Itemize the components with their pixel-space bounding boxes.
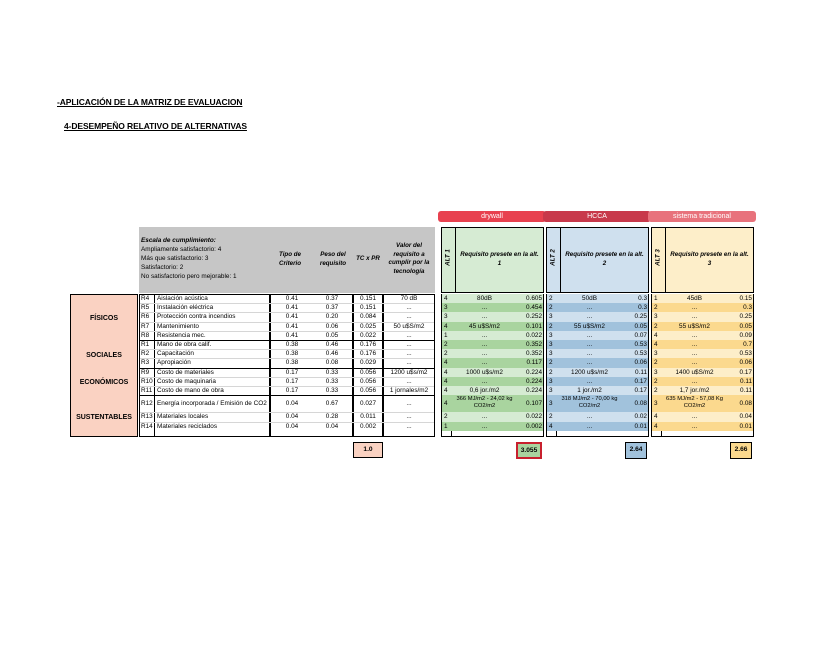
alt-requirement: ... (586, 313, 593, 321)
row-tipo: 0.41 (285, 322, 299, 330)
row-code: R6 (141, 313, 150, 321)
row-tc: 0.002 (360, 422, 376, 430)
alt-requirement: ... (691, 313, 698, 321)
alt-weighted-value: 0.17 (634, 387, 647, 394)
alt-header-divider (665, 227, 666, 293)
alt-label: ALT 3 (654, 249, 662, 266)
col-header-tc: TC x PR (356, 255, 380, 262)
alt-requirement: ... (586, 350, 593, 358)
alt-requirement: ... (586, 304, 593, 312)
row-valor: ... (406, 377, 412, 385)
row-valor: 70 dB (400, 295, 418, 302)
row-peso: 0.33 (325, 387, 339, 394)
alt-score: 2 (654, 387, 658, 394)
scale-line: Más que satisfactorio: 3 (141, 255, 209, 262)
row-tipo: 0.17 (285, 368, 299, 376)
code-divider (154, 294, 155, 437)
alt-requirement: 80dB (477, 295, 492, 302)
alt-weighted-value: 0.06 (634, 359, 647, 367)
alt-weighted-value: 0.15 (739, 295, 752, 302)
alt-score: 4 (444, 400, 448, 408)
row-tc: 0.029 (360, 359, 376, 367)
row-code: R3 (141, 359, 150, 367)
alternative-name: HCCA (543, 211, 651, 222)
alt-requirement: 55 u$S/m2 (574, 322, 605, 330)
row-tc: 0.151 (360, 304, 376, 312)
alt-score: 3 (444, 313, 448, 321)
alt-weighted-value: 0.11 (635, 368, 647, 376)
alt-requirement: ... (586, 331, 593, 339)
row-peso: 0.05 (325, 331, 339, 339)
row-valor: ... (406, 422, 412, 430)
alt-requirement-header: Requisito presete en la alt. 3 (670, 251, 749, 267)
alt-weighted-value: 0.224 (526, 368, 542, 376)
alt-score: 1 (444, 422, 448, 430)
row-name: Protección contra incendios (157, 313, 236, 321)
row-tc: 0.056 (360, 368, 376, 376)
row-peso: 0.37 (325, 295, 339, 302)
alt-requirement: ... (481, 413, 488, 421)
alt-score: 2 (654, 304, 658, 312)
row-peso: 0.67 (325, 400, 339, 408)
alt-score: 2 (549, 368, 553, 376)
alt-score: 3 (549, 350, 553, 358)
row-name: Aislación acústica (157, 295, 208, 302)
alt-weighted-value: 0.605 (526, 295, 542, 302)
row-valor: ... (406, 313, 412, 321)
row-code: R11 (141, 387, 153, 394)
alt-weighted-value: 0.04 (739, 413, 752, 421)
alt-weighted-value: 0.11 (740, 387, 752, 394)
alt-score: 3 (549, 377, 553, 385)
alt-requirement: ... (481, 422, 488, 430)
alt-score: 2 (549, 413, 553, 421)
row-code: R4 (141, 295, 150, 302)
alt-score: 3 (654, 313, 658, 321)
alt-requirement: ... (691, 413, 698, 421)
alt-weighted-value: 0.25 (739, 313, 752, 321)
row-valor: ... (406, 304, 412, 312)
alt-weighted-value: 0.101 (526, 322, 542, 330)
row-name: Costo de materiales (157, 368, 214, 376)
row-name: Resistencia mec. (157, 331, 206, 339)
alt-requirement: ... (691, 341, 698, 348)
scale-line: Ampliamente satisfactorio: 4 (141, 246, 222, 253)
alt-score: 3 (549, 400, 553, 408)
alt-weighted-value: 0.05 (634, 322, 647, 330)
alt-score: 4 (444, 368, 448, 376)
alt-weighted-value: 0.08 (739, 400, 752, 408)
row-code: R5 (141, 304, 150, 312)
alt-score: 3 (549, 313, 553, 321)
tc-total: 1.0 (353, 442, 383, 458)
alt-requirement: 1400 u$S/m2 (675, 368, 714, 376)
row-peso: 0.33 (325, 377, 339, 385)
row-valor: ... (406, 359, 412, 367)
row-name: Mano de obra calif. (157, 341, 212, 348)
alt-requirement: 1200 u$s/m2 (571, 368, 608, 376)
alt-weighted-value: 0.01 (634, 422, 647, 430)
row-tc: 0.027 (360, 400, 376, 408)
alt-requirement: ... (691, 422, 698, 430)
alt-weighted-value: 0.3 (638, 304, 647, 312)
row-valor: ... (406, 350, 412, 358)
alt-weighted-value: 0.454 (526, 304, 542, 312)
col-header-peso: Peso del requisito (319, 251, 347, 267)
alt-label: ALT 2 (549, 249, 557, 266)
row-name: Costo de mano de obra (157, 387, 224, 394)
alt-weighted-value: 0.352 (526, 341, 542, 348)
row-tipo: 0.38 (285, 350, 299, 358)
alt-score: 2 (654, 377, 658, 385)
alt-requirement: ... (691, 359, 698, 367)
row-tc: 0.176 (360, 350, 376, 358)
alt-weighted-value: 0.53 (739, 350, 752, 358)
alt-requirement: ... (481, 313, 488, 321)
alt-header-divider (455, 227, 456, 293)
alt-score: 3 (549, 341, 553, 348)
alt-score: 4 (444, 322, 448, 330)
row-tipo: 0.41 (285, 313, 299, 321)
row-code: R14 (141, 422, 153, 430)
alt-weighted-value: 0.08 (634, 400, 647, 408)
row-tipo: 0.41 (285, 304, 299, 312)
row-valor: ... (406, 413, 412, 421)
alt-score: 3 (654, 400, 658, 408)
alt-requirement: ... (481, 304, 488, 312)
row-name: Mantenimiento (157, 322, 199, 330)
alt-score: 4 (654, 413, 658, 421)
alt-requirement: ... (586, 341, 593, 348)
alt-label: ALT 1 (444, 249, 452, 266)
alt-score: 2 (549, 295, 553, 302)
alt-requirement: ... (691, 331, 698, 339)
alt-score: 2 (444, 350, 448, 358)
row-peso: 0.04 (325, 422, 339, 430)
alternative-name: sistema tradicional (648, 211, 756, 222)
alt-weighted-value: 0.05 (739, 322, 752, 330)
alt-requirement-header: Requisito presete en la alt. 2 (565, 251, 644, 267)
alt-weighted-value: 0.01 (739, 422, 752, 430)
row-valor: ... (406, 400, 412, 408)
alt-requirement: ... (586, 377, 593, 385)
alt-score: 1 (654, 295, 658, 302)
row-code: R2 (141, 350, 150, 358)
alt-weighted-value: 0.352 (526, 350, 542, 358)
section-subtitle: 4-DESEMPEÑO RELATIVO DE ALTERNATIVAS (64, 121, 247, 131)
row-tipo: 0.17 (285, 377, 299, 385)
row-code: R1 (141, 341, 150, 348)
row-code: R10 (141, 377, 153, 385)
row-tipo: 0.04 (285, 400, 299, 408)
alt-score: 2 (444, 413, 448, 421)
row-code: R13 (141, 413, 153, 421)
row-peso: 0.20 (325, 313, 339, 321)
alt-weighted-value: 0.7 (743, 341, 752, 348)
row-tc: 0.151 (360, 295, 376, 302)
row-name: Materiales reciclados (157, 422, 218, 430)
alt-score: 3 (654, 368, 658, 376)
alt-weighted-value: 0.53 (634, 341, 647, 348)
row-name: Apropiación (157, 359, 191, 367)
alt-score: 4 (654, 422, 658, 430)
alt-requirement-header: Requisito presete en la alt. 1 (460, 251, 539, 267)
alt-requirement: 635 MJ/m2 - 57,08 Kg CO2/m2 (665, 396, 724, 410)
alt-score: 4 (549, 422, 553, 430)
alt-weighted-value: 0.224 (526, 387, 542, 394)
alt-weighted-value: 0.02 (634, 413, 647, 421)
alt-score: 2 (654, 322, 658, 330)
alt-weighted-value: 0.117 (526, 359, 542, 367)
alt-requirement: ... (586, 413, 593, 421)
group-separator (139, 395, 435, 396)
alt-requirement: ... (481, 377, 488, 385)
alt-weighted-value: 0.3 (743, 304, 752, 312)
alt-weighted-value: 0.3 (638, 295, 647, 302)
alt-weighted-value: 0.022 (526, 413, 542, 421)
row-tc: 0.084 (360, 313, 376, 321)
row-peso: 0.37 (325, 304, 339, 312)
category-label: ECONÓMICOS (79, 379, 129, 386)
row-valor: 1 jornales/m2 (389, 387, 429, 394)
alternative-total: 2.64 (625, 442, 647, 459)
alt-weighted-value: 0.252 (526, 313, 542, 321)
row-valor: ... (406, 341, 412, 348)
alt-weighted-value: 0.07 (634, 331, 647, 339)
row-name: Costo de maquinaria (157, 377, 216, 385)
row-tipo: 0.41 (285, 331, 299, 339)
alt-requirement: 1 jor./m2 (577, 387, 602, 394)
row-name: Energía incorporada / Emisión de CO2 (157, 400, 267, 408)
alt-score: 3 (549, 387, 553, 394)
row-tipo: 0.04 (285, 422, 299, 430)
row-peso: 0.33 (325, 368, 339, 376)
row-tipo: 0.04 (285, 413, 299, 421)
alt-requirement: ... (691, 304, 698, 312)
row-tc: 0.022 (360, 331, 376, 339)
alt-score: 2 (654, 359, 658, 367)
alt-score: 4 (654, 341, 658, 348)
alt-score: 4 (444, 387, 448, 394)
row-code: R12 (141, 400, 153, 408)
alt-requirement: 1,7 jor./m2 (679, 387, 710, 394)
alternative-total: 2.66 (730, 442, 752, 459)
alt-weighted-value: 0.224 (526, 377, 542, 385)
col-header-tipo: Tipo de Criterio (278, 251, 301, 267)
row-name: Capacitación (157, 350, 194, 358)
alt-requirement: ... (481, 350, 488, 358)
section-title: -APLICACIÓN DE LA MATRIZ DE EVALUACION (57, 97, 243, 107)
row-valor: 50 u$S/m2 (393, 322, 425, 330)
alt-score: 2 (549, 322, 553, 330)
alt-score: 2 (549, 304, 553, 312)
category-label: FÍSICOS (89, 315, 118, 322)
row-code: R8 (141, 331, 150, 339)
alt-score: 2 (444, 341, 448, 348)
alt-requirement: ... (691, 377, 698, 385)
alt-weighted-value: 0.53 (634, 350, 647, 358)
alt-requirement: ... (481, 331, 488, 339)
row-tc: 0.011 (360, 413, 376, 421)
alternative-name: drywall (438, 211, 546, 222)
alt-requirement: ... (691, 350, 698, 358)
row-tc: 0.025 (360, 322, 376, 330)
row-name: Materiales locales (157, 413, 209, 421)
row-tc: 0.176 (360, 341, 376, 348)
alt-requirement: 0,6 jor./m2 (469, 387, 500, 394)
alt-score: 3 (549, 331, 553, 339)
alt-requirement: 55 u$S/m2 (679, 322, 710, 330)
category-label: SOCIALES (86, 352, 122, 359)
row-peso: 0.06 (325, 322, 339, 330)
row-code: R7 (141, 322, 150, 330)
alt-requirement: ... (481, 359, 488, 367)
alt-requirement: 1000 u$s/m2 (466, 368, 503, 376)
alt-weighted-value: 0.022 (526, 331, 542, 339)
alt-weighted-value: 0.17 (634, 377, 647, 385)
alt-weighted-value: 0.002 (526, 422, 542, 430)
alt-weighted-value: 0.107 (526, 400, 542, 408)
row-tipo: 0.38 (285, 359, 299, 367)
alt-score: 1 (444, 331, 448, 339)
alt-score: 3 (444, 304, 448, 312)
alt-requirement: ... (586, 359, 593, 367)
alt-score: 2 (549, 359, 553, 367)
alt-requirement: 50dB (582, 295, 597, 302)
row-tipo: 0.17 (285, 387, 299, 394)
alt-weighted-value: 0.06 (739, 359, 752, 367)
category-label: SUSTENTABLES (76, 414, 132, 421)
row-peso: 0.46 (325, 341, 339, 348)
alt-requirement: 318 MJ/m2 - 70,00 kg CO2/m2 (561, 396, 618, 410)
alt-score: 4 (444, 295, 448, 302)
scale-line: Satisfactorio: 2 (141, 264, 184, 271)
row-code: R9 (141, 368, 150, 376)
row-tc: 0.056 (360, 387, 376, 394)
alt-requirement: 45dB (687, 295, 702, 302)
col-header-valor: Valor del requisito a cumplir por la tecnología (388, 242, 430, 275)
alt-requirement: 366 MJ/m2 - 24,02 kg CO2/m2 (456, 396, 513, 410)
alt-requirement: ... (481, 341, 488, 348)
alt-weighted-value: 0.17 (739, 368, 752, 376)
row-valor: 1200 u$s/m2 (390, 368, 428, 376)
scale-line: No satisfactorio pero mejorable: 1 (141, 273, 237, 280)
alt-requirement: ... (586, 422, 593, 430)
row-tipo: 0.38 (285, 341, 299, 348)
alt-weighted-value: 0.09 (739, 331, 752, 339)
alt-score: 3 (654, 350, 658, 358)
alt-score: 4 (444, 359, 448, 367)
alternative-total: 3.055 (516, 442, 542, 459)
alt-weighted-value: 0.11 (740, 377, 752, 385)
row-valor: ... (406, 331, 412, 339)
scale-title: Escala de cumplimiento: (141, 237, 216, 244)
row-tc: 0.056 (360, 377, 376, 385)
alt-score: 4 (654, 331, 658, 339)
row-name: Instalación eléctrica (157, 304, 214, 312)
row-tipo: 0.41 (285, 295, 299, 302)
row-peso: 0.08 (325, 359, 339, 367)
alt-requirement: 45 u$S/m2 (469, 322, 500, 330)
alt-header-divider (560, 227, 561, 293)
row-peso: 0.28 (325, 413, 339, 421)
alt-score: 4 (444, 377, 448, 385)
row-peso: 0.46 (325, 350, 339, 358)
alt-weighted-value: 0.25 (634, 313, 647, 321)
